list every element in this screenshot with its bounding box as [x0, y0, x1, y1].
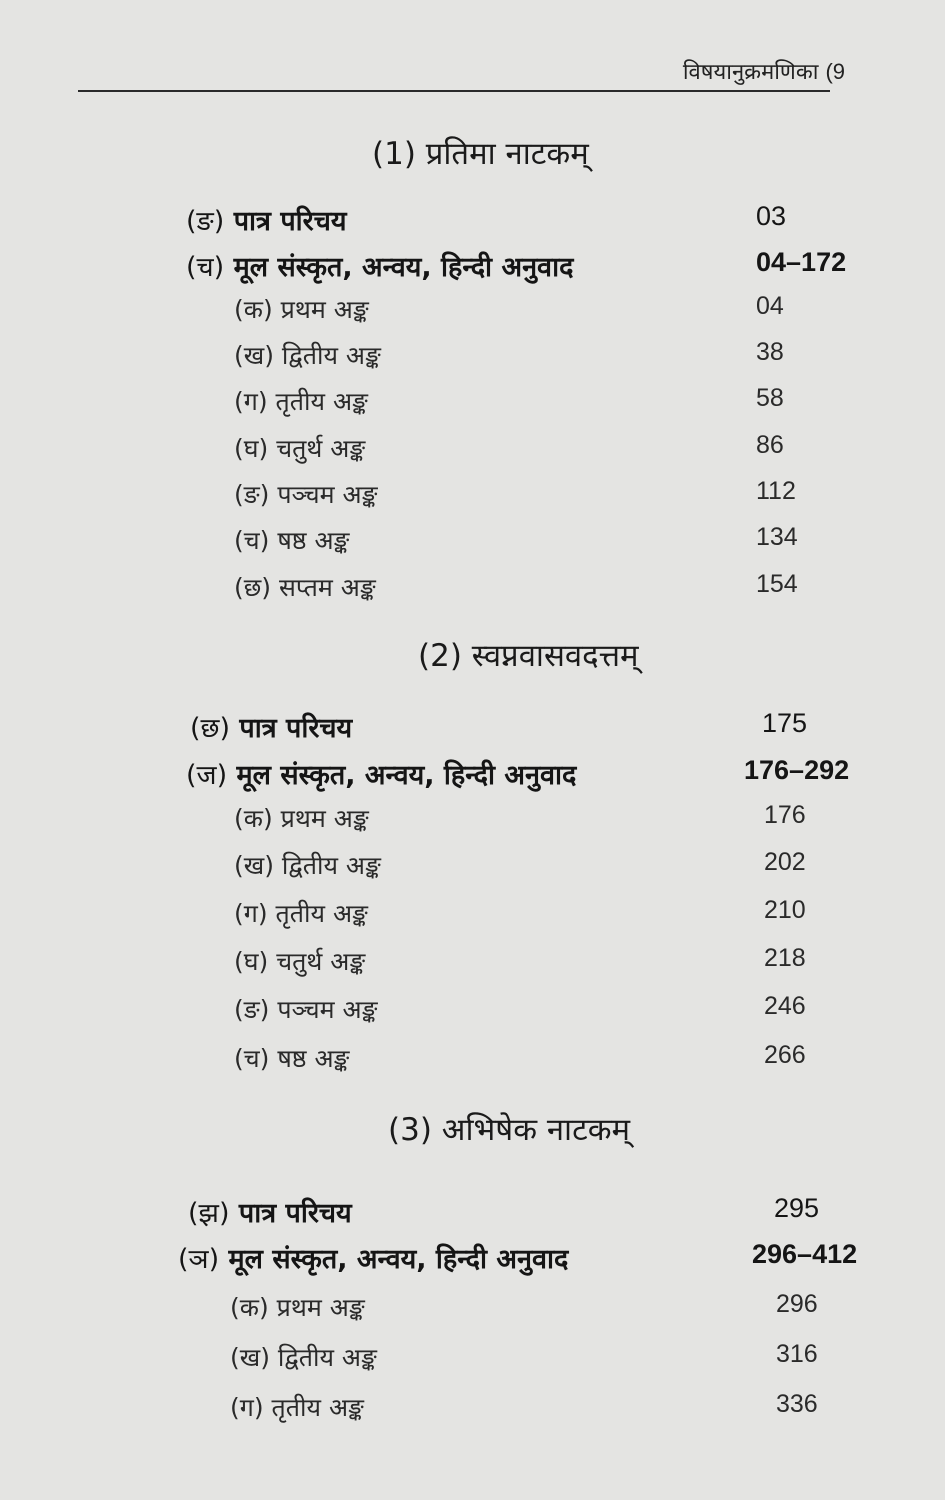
act-label: (ग) तृतीय अङ्क: [234, 899, 368, 928]
act-page: 154: [756, 570, 798, 598]
entry-page: 295: [774, 1193, 820, 1223]
act-page: 246: [764, 992, 806, 1020]
act-label: (ख) द्वितीय अङ्क: [234, 851, 381, 880]
section-title: (2) स्वप्नवासवदत्तम्: [418, 638, 639, 674]
section-title: (1) प्रतिमा नाटकम्: [372, 136, 589, 172]
entry-page: 03: [756, 201, 787, 231]
entry-marker: (छ): [190, 713, 230, 744]
act-label: (क) प्रथम अङ्क: [234, 295, 369, 324]
act-label: (क) प्रथम अङ्क: [234, 804, 369, 833]
act-label: (क) प्रथम अङ्क: [230, 1293, 365, 1322]
entry-marker: (ज): [186, 760, 228, 791]
running-header: [683, 56, 845, 86]
act-page: 210: [764, 896, 806, 924]
act-label: (च) षष्ठ अङ्क: [234, 526, 350, 555]
header-page-number: (9: [825, 59, 845, 84]
entry-marker: (ङ): [186, 206, 225, 237]
act-page: 38: [756, 338, 784, 366]
entry-page: 175: [762, 708, 808, 738]
entry-label: पात्र परिचय: [233, 206, 347, 237]
act-label: (ग) तृतीय अङ्क: [234, 387, 368, 416]
act-label: (घ) चतुर्थ अङ्क: [234, 434, 366, 463]
entry-page: 176–292: [744, 755, 850, 785]
act-page: 218: [764, 944, 806, 972]
entry-page: 296–412: [752, 1239, 858, 1269]
act-page: 176: [764, 801, 806, 829]
act-page: 86: [756, 431, 784, 459]
act-page: 202: [764, 848, 806, 876]
entry-label: पात्र परिचय: [239, 713, 353, 744]
act-label: (घ) चतुर्थ अङ्क: [234, 947, 366, 976]
entry-label: मूल संस्कृत, अन्वय, हिन्दी अनुवाद: [233, 252, 574, 283]
section-title: (3) अभिषेक नाटकम्: [388, 1112, 631, 1148]
act-page: 266: [764, 1041, 806, 1069]
act-page: 134: [756, 523, 798, 551]
entry-marker: (ञ): [178, 1244, 220, 1275]
act-label: (च) षष्ठ अङ्क: [234, 1044, 350, 1073]
act-label: (ख) द्वितीय अङ्क: [234, 341, 381, 370]
act-page: 04: [756, 292, 784, 320]
act-page: 296: [776, 1290, 818, 1318]
act-page: 58: [756, 384, 784, 412]
act-label: (ङ) पञ्चम अङ्क: [234, 480, 378, 509]
entry-marker: (च): [186, 252, 225, 283]
act-label: (छ) सप्तम अङ्क: [234, 573, 376, 602]
act-label: (ङ) पञ्चम अङ्क: [234, 995, 378, 1024]
act-page: 316: [776, 1340, 818, 1368]
entry-page: 04–172: [756, 247, 847, 277]
act-label: (ख) द्वितीय अङ्क: [230, 1343, 377, 1372]
entry-label: मूल संस्कृत, अन्वय, हिन्दी अनुवाद: [236, 760, 577, 791]
entry-label: पात्र परिचय: [238, 1198, 352, 1229]
entry-label: मूल संस्कृत, अन्वय, हिन्दी अनुवाद: [228, 1244, 569, 1275]
entry-marker: (झ): [188, 1198, 230, 1229]
header-rule: [78, 90, 830, 92]
header-title: विषयानुक्रमणिका: [682, 60, 819, 85]
act-page: 336: [776, 1390, 818, 1418]
act-page: 112: [756, 477, 796, 505]
act-label: (ग) तृतीय अङ्क: [230, 1393, 364, 1422]
